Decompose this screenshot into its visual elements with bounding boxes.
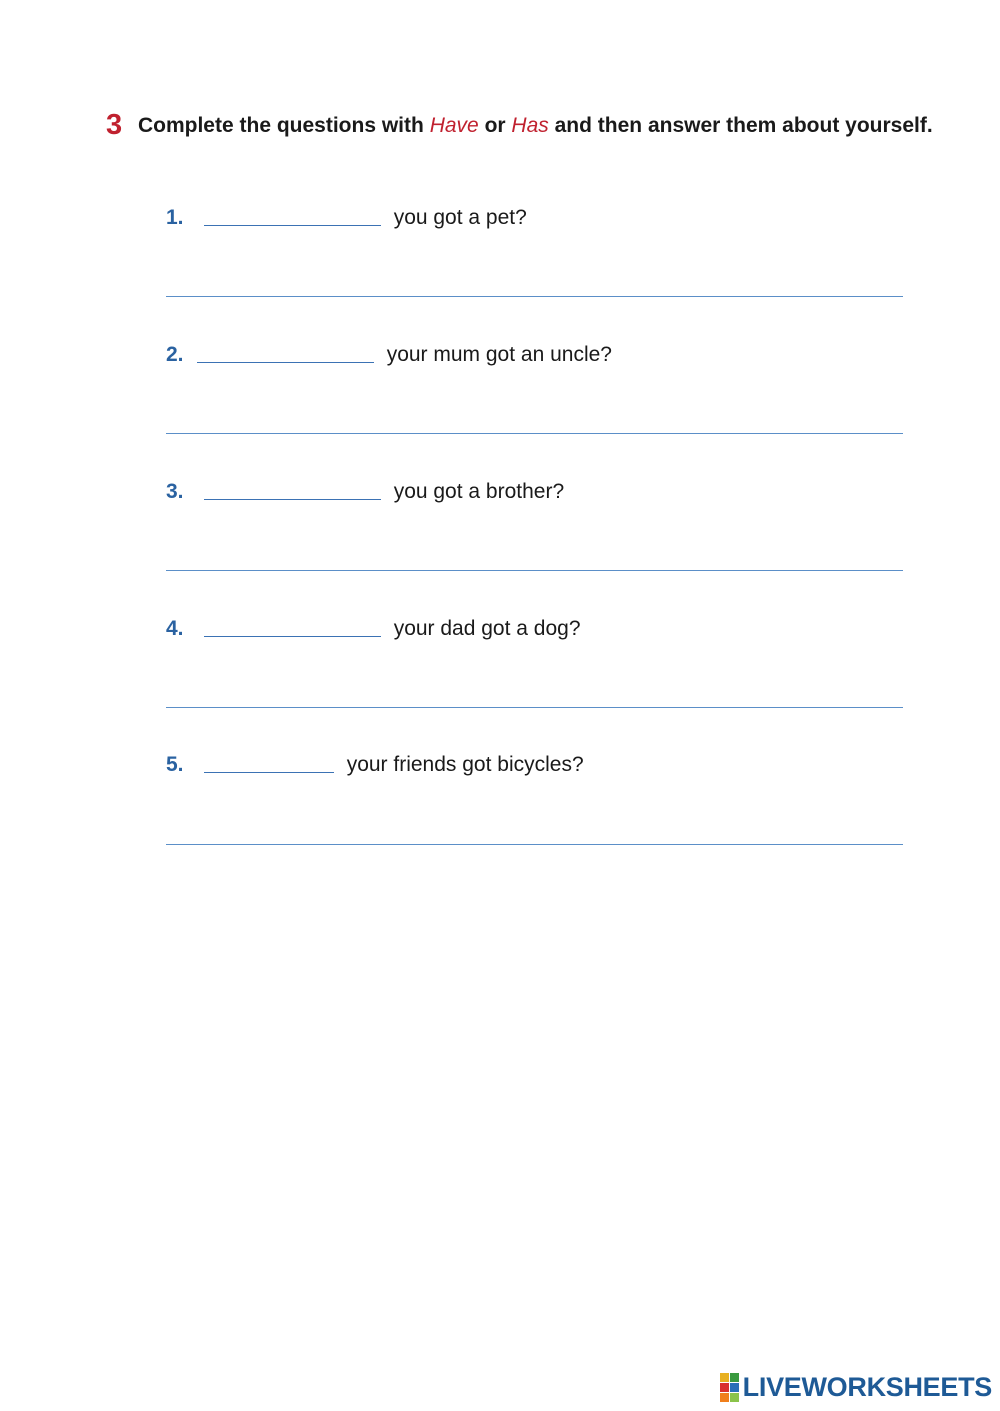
question-number: 5.	[166, 753, 184, 776]
answer-line-4[interactable]	[166, 707, 903, 708]
question-number: 3.	[166, 480, 184, 503]
question-text: you got a pet?	[393, 206, 527, 229]
logo-text: LIVEWORKSHEETS	[742, 1372, 992, 1402]
instruction-text-end: and then answer them about yourself.	[554, 114, 933, 137]
exercise-instruction	[106, 108, 936, 143]
exercise-number: 3	[106, 109, 123, 141]
logo-block	[730, 1383, 739, 1392]
logo-block	[730, 1373, 739, 1382]
fill-in-blank[interactable]	[204, 481, 381, 500]
logo-block	[730, 1393, 739, 1402]
answer-line-3[interactable]	[166, 570, 903, 571]
question-number: 2.	[166, 343, 184, 366]
question-3	[166, 479, 564, 505]
fill-in-blank[interactable]	[204, 618, 381, 637]
question-4	[166, 616, 581, 642]
logo-mark-icon	[720, 1373, 739, 1402]
question-text: your friends got bicycles?	[346, 753, 584, 776]
answer-line-5[interactable]	[166, 844, 903, 845]
question-text: your dad got a dog?	[393, 617, 581, 640]
word-or: or	[484, 114, 506, 137]
fill-in-blank[interactable]	[204, 754, 334, 773]
logo-block	[720, 1383, 729, 1392]
question-2	[166, 342, 612, 368]
question-text: your mum got an uncle?	[386, 343, 612, 366]
logo-block	[720, 1373, 729, 1382]
question-number: 1.	[166, 206, 184, 229]
word-has: Has	[511, 114, 549, 137]
logo-block	[720, 1393, 729, 1402]
fill-in-blank[interactable]	[204, 207, 381, 226]
question-number: 4.	[166, 617, 184, 640]
question-text: you got a brother?	[393, 480, 565, 503]
instruction-text-start: Complete the questions with	[137, 114, 424, 137]
answer-line-2[interactable]	[166, 433, 903, 434]
liveworksheets-logo	[720, 1372, 992, 1403]
word-have: Have	[429, 114, 479, 137]
question-5	[166, 752, 584, 778]
fill-in-blank[interactable]	[197, 344, 374, 363]
answer-line-1[interactable]	[166, 296, 903, 297]
question-1	[166, 205, 527, 231]
